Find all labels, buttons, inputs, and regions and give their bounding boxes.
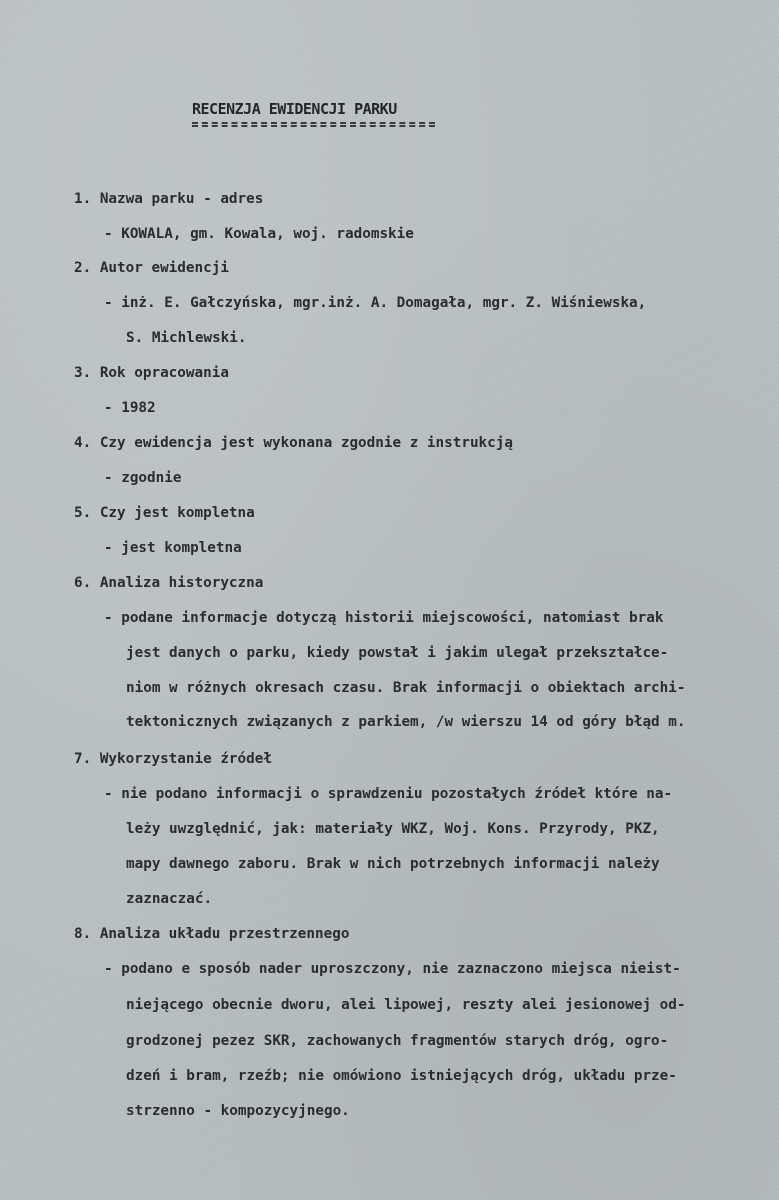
section-answer-8-line-4: dzeń i bram, rzeźb; nie omówiono istniejących dróg, układu prze- bbox=[126, 1068, 677, 1084]
document-title: RECENZJA EWIDENCJI PARKU bbox=[192, 100, 397, 118]
title-double-underline bbox=[192, 122, 435, 127]
section-answer-4-line-1: - zgodnie bbox=[104, 470, 182, 486]
section-heading-7: 7. Wykorzystanie źródeł bbox=[74, 751, 272, 767]
section-heading-1: 1. Nazwa parku - adres bbox=[74, 191, 264, 207]
section-answer-6-line-2: jest danych o parku, kiedy powstał i jakim ulegał przekształce- bbox=[126, 645, 669, 661]
section-answer-6-line-4: tektonicznych związanych z parkiem, /w wierszu 14 od góry błąd m. bbox=[126, 714, 686, 730]
section-answer-8-line-2: niejącego obecnie dworu, alei lipowej, reszty alei jesionowej od- bbox=[126, 997, 686, 1013]
section-answer-7-line-2: leży uwzględnić, jak: materiały WKZ, Woj. Kons. Przyrody, PKZ, bbox=[126, 821, 660, 837]
section-answer-7-line-3: mapy dawnego zaboru. Brak w nich potrzebnych informacji należy bbox=[126, 856, 660, 872]
section-answer-6-line-3: niom w różnych okresach czasu. Brak informacji o obiektach archi- bbox=[126, 680, 686, 696]
section-answer-2-line-1: - inż. E. Gałczyńska, mgr.inż. A. Domagała, mgr. Z. Wiśniewska, bbox=[104, 295, 647, 311]
section-answer-7-line-1: - nie podano informacji o sprawdzeniu pozostałych źródeł które na- bbox=[104, 786, 673, 802]
section-answer-3-line-1: - 1982 bbox=[104, 400, 156, 416]
section-answer-7-line-4: zaznaczać. bbox=[126, 891, 213, 907]
section-answer-8-line-1: - podano e sposób nader uproszczony, nie zaznaczono miejsca nieist- bbox=[104, 961, 681, 977]
section-heading-8: 8. Analiza układu przestrzennego bbox=[74, 926, 350, 942]
section-answer-5-line-1: - jest kompletna bbox=[104, 540, 242, 556]
section-heading-4: 4. Czy ewidencja jest wykonana zgodnie z instrukcją bbox=[74, 435, 513, 451]
section-answer-2-line-2: S. Michlewski. bbox=[126, 330, 247, 346]
section-answer-8-line-3: grodzonej pezez SKR, zachowanych fragmentów starych dróg, ogro- bbox=[126, 1033, 669, 1049]
section-answer-8-line-5: strzenno - kompozycyjnego. bbox=[126, 1103, 350, 1119]
section-heading-3: 3. Rok opracowania bbox=[74, 365, 229, 381]
section-heading-2: 2. Autor ewidencji bbox=[74, 260, 229, 276]
section-answer-1-line-1: - KOWALA, gm. Kowala, woj. radomskie bbox=[104, 226, 414, 242]
section-answer-6-line-1: - podane informacje dotyczą historii miejscowości, natomiast brak bbox=[104, 610, 664, 626]
section-heading-6: 6. Analiza historyczna bbox=[74, 575, 264, 591]
section-heading-5: 5. Czy jest kompletna bbox=[74, 505, 255, 521]
